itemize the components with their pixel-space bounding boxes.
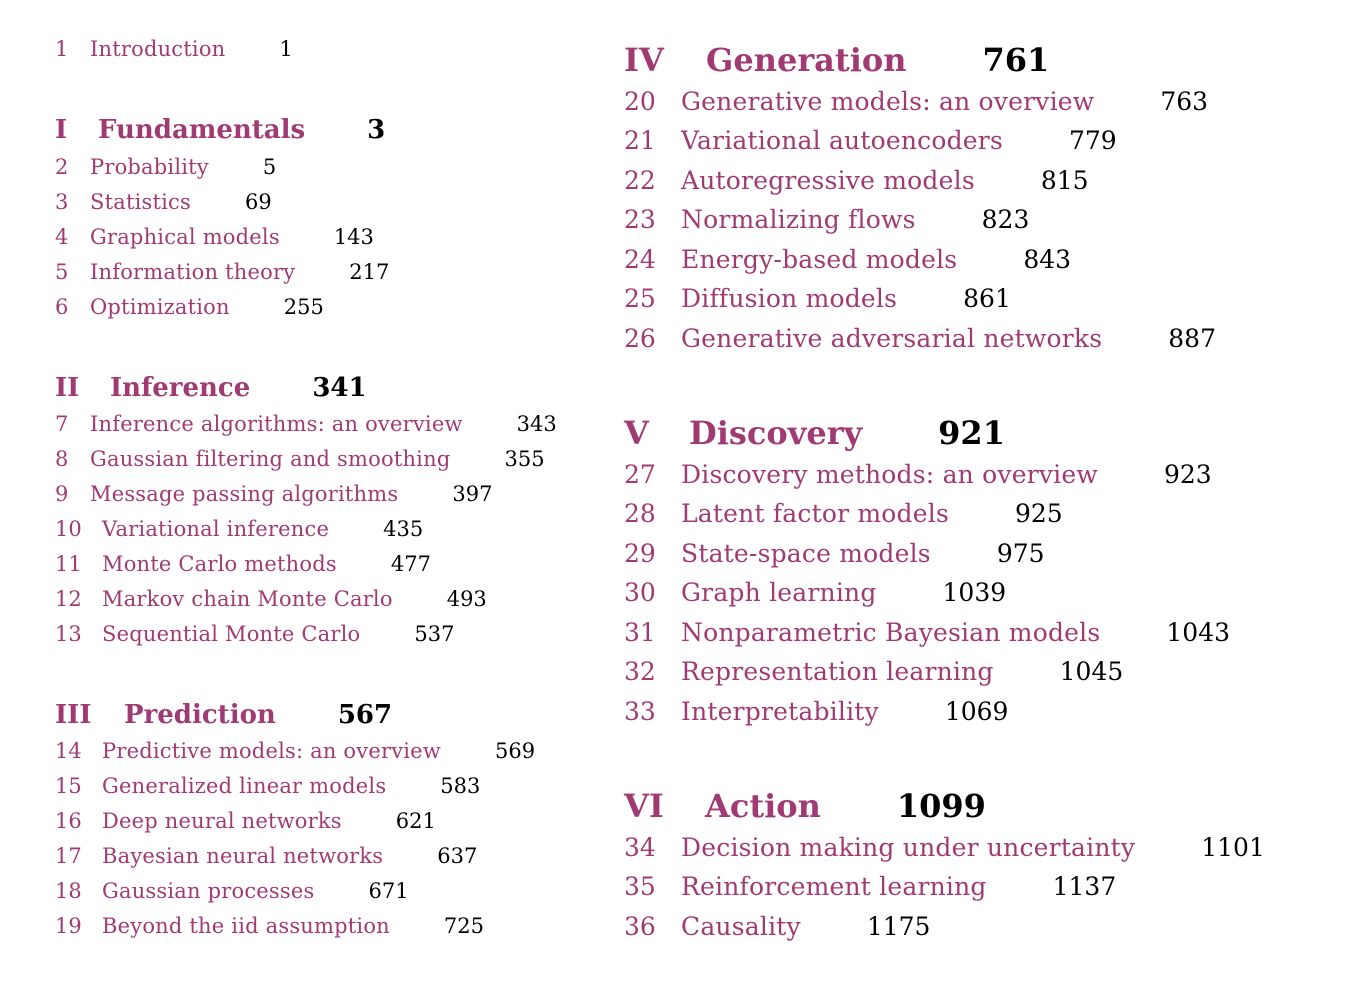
toc-entry[interactable]: [55, 224, 374, 250]
chapter-number: 1: [55, 37, 69, 61]
chapter-page: 217: [349, 260, 390, 284]
chapter-number: 35: [624, 872, 656, 901]
chapter-title: Variational autoencoders: [681, 126, 1003, 155]
chapter-title: Discovery methods: an overview: [681, 460, 1098, 489]
part-numeral: VI: [624, 787, 664, 825]
chapter-number: 12: [55, 587, 82, 611]
part-page: 1099: [896, 787, 986, 825]
chapter-number: 11: [55, 552, 82, 576]
toc-entry[interactable]: [624, 657, 1123, 687]
part-numeral: III: [55, 700, 92, 730]
chapter-title: Generative adversarial networks: [681, 324, 1103, 353]
chapter-page: 923: [1163, 460, 1212, 489]
chapter-page: 69: [244, 190, 272, 214]
chapter-title: Graph learning: [681, 578, 877, 607]
chapter-title: Representation learning: [681, 657, 994, 686]
chapter-number: 2: [55, 155, 69, 179]
chapter-number: 14: [55, 739, 82, 763]
chapter-title: Generative models: an overview: [681, 87, 1095, 116]
part-page: 567: [337, 700, 393, 730]
toc-entry[interactable]: [55, 516, 423, 542]
chapter-title: Diffusion models: [681, 284, 898, 313]
chapter-page: 583: [440, 774, 481, 798]
chapter-page: 397: [452, 482, 493, 506]
chapter-number: 33: [624, 697, 656, 726]
chapter-number: 6: [55, 295, 69, 319]
part-heading-inference[interactable]: [55, 372, 367, 404]
toc-entry[interactable]: [55, 154, 276, 180]
chapter-page: 779: [1069, 126, 1117, 155]
chapter-page: 975: [996, 539, 1045, 568]
chapter-page: 823: [981, 205, 1030, 234]
toc-entry[interactable]: [624, 618, 1230, 648]
toc-entry[interactable]: [624, 166, 1089, 196]
chapter-number: 24: [624, 245, 656, 274]
chapter-title: Generalized linear models: [102, 774, 387, 798]
toc-entry[interactable]: [55, 878, 409, 904]
chapter-title: Graphical models: [90, 225, 280, 249]
chapter-title: Interpretability: [681, 697, 879, 726]
chapter-number: 25: [624, 284, 656, 313]
chapter-page: 925: [1014, 499, 1063, 528]
chapter-number: 15: [55, 774, 82, 798]
part-heading-action[interactable]: [624, 787, 986, 825]
part-numeral: V: [624, 414, 649, 452]
chapter-title: Latent factor models: [681, 499, 949, 528]
chapter-title: State-space models: [681, 539, 931, 568]
part-page: 761: [982, 41, 1050, 79]
toc-entry[interactable]: [55, 294, 324, 320]
part-title: Generation: [706, 41, 907, 79]
chapter-page: 843: [1023, 245, 1072, 274]
chapter-number: 27: [624, 460, 656, 489]
chapter-title: Introduction: [90, 37, 226, 61]
chapter-number: 34: [624, 833, 656, 862]
chapter-number: 30: [624, 578, 656, 607]
chapter-page: 143: [333, 225, 374, 249]
chapter-page: 1039: [942, 578, 1007, 607]
chapter-title: Gaussian filtering and smoothing: [90, 447, 451, 471]
chapter-title: Markov chain Monte Carlo: [102, 587, 393, 611]
chapter-number: 20: [624, 87, 656, 116]
chapter-title: Message passing algorithms: [90, 482, 399, 506]
chapter-page: 537: [414, 622, 455, 646]
toc-entry[interactable]: [624, 872, 1116, 902]
chapter-title: Autoregressive models: [681, 166, 975, 195]
chapter-number: 31: [624, 618, 656, 647]
chapter-number: 36: [624, 912, 656, 941]
chapter-title: Bayesian neural networks: [102, 844, 384, 868]
part-heading-generation[interactable]: [624, 41, 1049, 79]
chapter-number: 26: [624, 324, 656, 353]
chapter-page: 1137: [1052, 872, 1117, 901]
chapter-title: Reinforcement learning: [681, 872, 987, 901]
chapter-number: 28: [624, 499, 656, 528]
chapter-title: Probability: [90, 155, 209, 179]
toc-entry[interactable]: [624, 87, 1208, 117]
toc-entry[interactable]: [624, 578, 1006, 608]
chapter-title: Beyond the iid assumption: [102, 914, 390, 938]
chapter-title: Causality: [681, 912, 801, 941]
chapter-page: 763: [1160, 87, 1209, 116]
toc-entry[interactable]: [624, 126, 1117, 156]
chapter-number: 19: [55, 914, 82, 938]
chapter-page: 1175: [866, 912, 931, 941]
chapter-page: 887: [1168, 324, 1216, 353]
chapter-number: 13: [55, 622, 82, 646]
toc-entry[interactable]: [624, 833, 1265, 863]
toc-entry[interactable]: [55, 843, 477, 869]
chapter-page: 355: [504, 447, 545, 471]
toc-entry[interactable]: [55, 586, 487, 612]
chapter-number: 32: [624, 657, 656, 686]
chapter-number: 21: [624, 126, 656, 155]
toc-entry[interactable]: [624, 499, 1063, 529]
chapter-number: 23: [624, 205, 656, 234]
part-title: Fundamentals: [98, 115, 306, 145]
toc-entry[interactable]: [624, 697, 1008, 727]
part-title: Prediction: [124, 700, 276, 730]
toc-entry[interactable]: [55, 808, 436, 834]
chapter-title: Nonparametric Bayesian models: [681, 618, 1101, 647]
chapter-number: 9: [55, 482, 69, 506]
chapter-page: 671: [368, 879, 409, 903]
chapter-page: 1: [279, 37, 293, 61]
chapter-title: Monte Carlo methods: [102, 552, 337, 576]
part-numeral: I: [55, 115, 68, 145]
toc-entry[interactable]: [55, 621, 455, 647]
chapter-title: Gaussian processes: [102, 879, 315, 903]
chapter-number: 5: [55, 260, 69, 284]
toc-entry[interactable]: [55, 913, 484, 939]
chapter-page: 435: [383, 517, 424, 541]
part-numeral: II: [55, 373, 80, 403]
chapter-page: 725: [443, 914, 484, 938]
chapter-page: 1101: [1201, 833, 1265, 862]
toc-entry[interactable]: [624, 205, 1029, 235]
part-title: Inference: [110, 373, 251, 403]
part-heading-fundamentals[interactable]: [55, 114, 385, 146]
chapter-number: 10: [55, 517, 82, 541]
part-heading-prediction[interactable]: [55, 699, 392, 731]
chapter-title: Energy-based models: [681, 245, 958, 274]
chapter-page: 1069: [944, 697, 1009, 726]
chapter-page: 621: [395, 809, 436, 833]
chapter-title: Statistics: [90, 190, 191, 214]
toc-entry[interactable]: [624, 324, 1216, 354]
chapter-number: 29: [624, 539, 656, 568]
toc-entry[interactable]: [624, 245, 1071, 275]
chapter-number: 7: [55, 412, 69, 436]
chapter-title: Variational inference: [102, 517, 330, 541]
toc-entry-introduction[interactable]: [55, 36, 293, 62]
chapter-page: 477: [390, 552, 431, 576]
chapter-number: 8: [55, 447, 69, 471]
chapter-title: Decision making under uncertainty: [681, 833, 1136, 862]
part-title: Discovery: [689, 414, 863, 452]
toc-entry[interactable]: [624, 460, 1212, 490]
chapter-number: 16: [55, 809, 82, 833]
toc-entry[interactable]: [55, 446, 545, 472]
chapter-title: Inference algorithms: an overview: [90, 412, 463, 436]
chapter-page: 1043: [1166, 618, 1231, 647]
chapter-page: 637: [437, 844, 478, 868]
chapter-page: 5: [262, 155, 277, 179]
toc-entry[interactable]: [55, 411, 557, 437]
chapter-page: 815: [1040, 166, 1089, 195]
chapter-title: Normalizing flows: [681, 205, 916, 234]
toc-entry[interactable]: [55, 189, 272, 215]
toc-entry[interactable]: [624, 284, 1011, 314]
chapter-page: 255: [283, 295, 324, 319]
chapter-number: 3: [55, 190, 69, 214]
chapter-title: Predictive models: an overview: [102, 739, 441, 763]
toc-entry[interactable]: [55, 773, 480, 799]
part-page: 3: [367, 115, 386, 145]
toc-entry[interactable]: [624, 539, 1045, 569]
chapter-number: 17: [55, 844, 82, 868]
chapter-page: 493: [446, 587, 487, 611]
chapter-page: 1045: [1059, 657, 1124, 686]
part-page: 341: [312, 373, 367, 403]
chapter-page: 861: [963, 284, 1011, 313]
chapter-page: 569: [495, 739, 536, 763]
chapter-number: 4: [55, 225, 69, 249]
chapter-title: Deep neural networks: [102, 809, 342, 833]
part-title: Action: [705, 787, 821, 825]
part-heading-discovery[interactable]: [624, 414, 1005, 452]
chapter-title: Optimization: [90, 295, 230, 319]
chapter-number: 18: [55, 879, 82, 903]
toc-entry[interactable]: [55, 481, 492, 507]
chapter-number: 22: [624, 166, 656, 195]
chapter-title: Information theory: [90, 260, 296, 284]
part-page: 921: [938, 414, 1005, 452]
part-numeral: IV: [624, 41, 664, 79]
toc-entry[interactable]: [55, 551, 431, 577]
toc-entry[interactable]: [624, 912, 930, 942]
toc-entry[interactable]: [55, 738, 535, 764]
chapter-page: 343: [516, 412, 557, 436]
chapter-title: Sequential Monte Carlo: [102, 622, 361, 646]
toc-entry[interactable]: [55, 259, 389, 285]
